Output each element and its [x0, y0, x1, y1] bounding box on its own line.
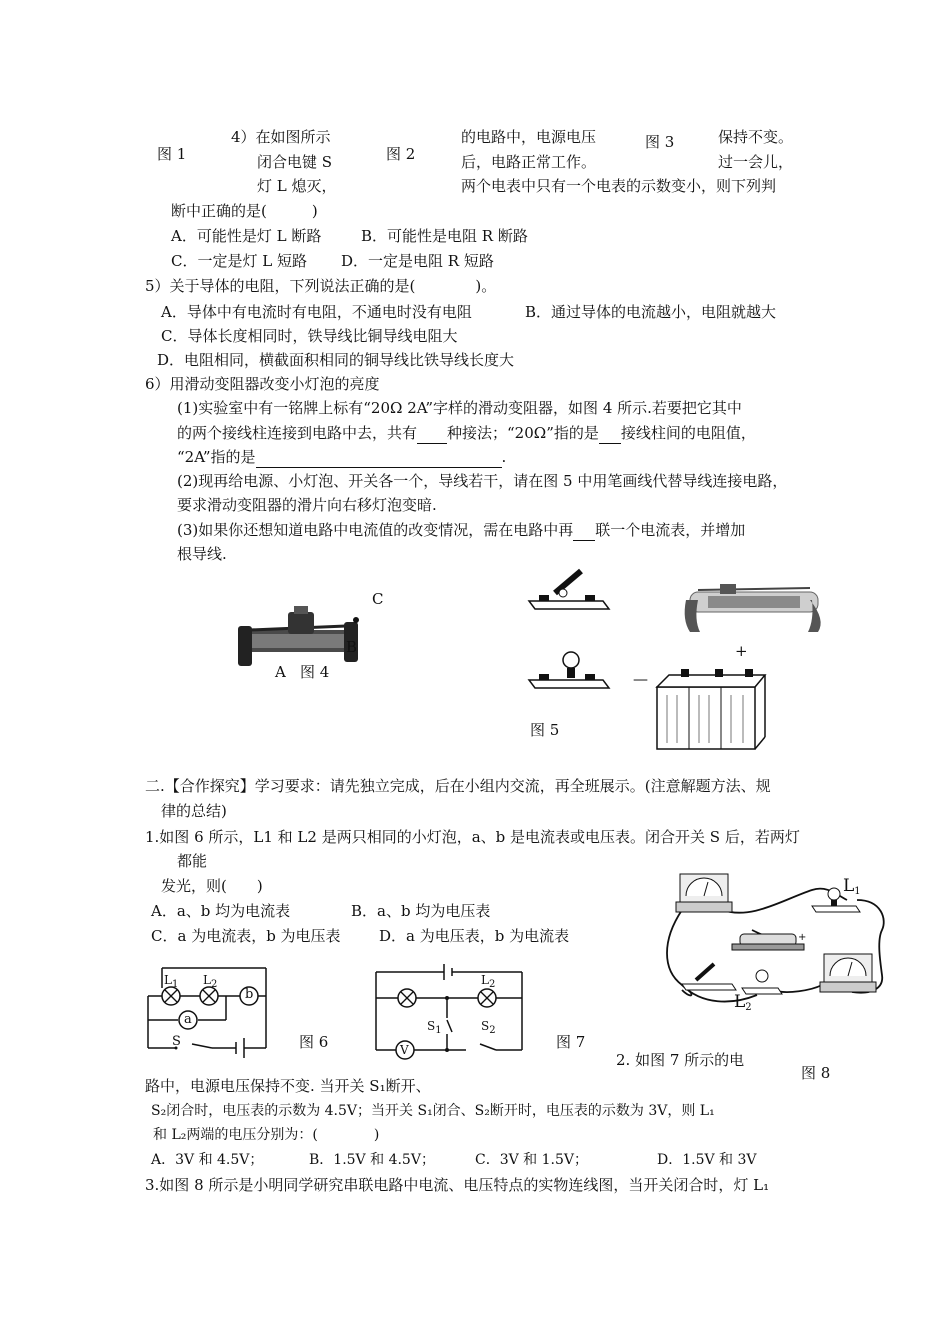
p2-line0: 2. 如图 7 所示的电: [616, 1051, 745, 1069]
fig8-l1-label: $L_1$: [843, 876, 861, 897]
p2-line2: S₂闭合时，电压表的示数为 4.5V；当开关 S₁闭合、S₂断开时，电压表的示数为 3V，则 L₁: [151, 1103, 715, 1119]
svg-text:+: +: [798, 932, 807, 943]
fig6-s-label: S: [172, 1034, 181, 1049]
q6-part1-line1: (1)实验室中有一铭牌上标有“20Ω 2A”字样的滑动变阻器，如图 4 所示.若要把它其中: [177, 399, 742, 417]
p1-option-b: B．a、b 均为电压表: [351, 902, 491, 920]
p3-line1: 3.如图 8 所示是小明同学研究串联电路中电流、电压特点的实物连线图，当开关闭合时，灯 L₁: [145, 1176, 770, 1194]
p1-option-d: D．a 为电压表，b 为电流表: [379, 927, 570, 945]
fig8-l2-label: $L_2$: [734, 992, 752, 1013]
fig1-label: 图 1: [157, 145, 187, 163]
fig3-label: 图 3: [645, 133, 675, 151]
p1-line3: 发光，则( ): [161, 877, 263, 895]
q5-option-a: A．导体中有电流时有电阻，不通电时没有电阻: [161, 303, 472, 321]
q4-col1-line2: 闭合电键 S: [257, 153, 333, 171]
fig6-l2-label: $L_2$: [203, 973, 218, 990]
fig5-battery-image: [655, 665, 765, 751]
fig6-a-label: a: [184, 1012, 192, 1027]
fig2-label: 图 2: [386, 145, 416, 163]
p2-option-c: C．3V 和 1.5V；: [475, 1152, 589, 1168]
p2-option-b: B．1.5V 和 4.5V；: [309, 1152, 435, 1168]
q6-stem: 6）用滑动变阻器改变小灯泡的亮度: [145, 375, 380, 393]
q5-option-b: B．通过导体的电流越小，电阻就越大: [525, 303, 777, 321]
q5-option-c: C．导体长度相同时，铁导线比铜导线电阻大: [161, 327, 458, 345]
section2-line2: 律的总结): [161, 802, 227, 820]
q4-option-b: B．可能性是电阻 R 断路: [361, 227, 528, 245]
q5-stem: 5）关于导体的电阻，下列说法正确的是( )。: [145, 277, 497, 295]
q6-part2-line1: (2)现再给电源、小灯泡、开关各一个，导线若干，请在图 5 中用笔画线代替导线连接电路，: [177, 472, 788, 490]
q4-col2-line1: 的电路中，电源电压: [461, 128, 597, 146]
q4-col2-line2: 后，电路正常工作。: [461, 153, 597, 171]
q6-part3-line1: (3)如果你还想知道电路中电流值的改变情况，需在电路中再 联一个电流表，并增加: [177, 521, 746, 539]
p2-option-d: D．1.5V 和 3V: [657, 1152, 757, 1168]
q5-option-d: D．电阻相同，横截面积相同的铜导线比铁导线长度大: [157, 351, 515, 369]
q4-option-d: D．一定是电阻 R 短路: [341, 252, 494, 270]
q4-col1-line1: 4）在如图所示: [231, 128, 331, 146]
q6-part1-line3: “2A”指的是 .: [177, 448, 507, 466]
fig4-label: 图 4: [300, 663, 330, 681]
q4-col3-line2: 过一会儿，: [718, 153, 794, 171]
q6-part2-line2: 要求滑动变阻器的滑片向右移灯泡变暗.: [177, 496, 437, 514]
p2-option-a: A．3V 和 4.5V；: [151, 1152, 264, 1168]
p2-line1: 路中，电源电压保持不变. 当开关 S₁断开、: [145, 1077, 431, 1095]
fig7-v-label: V: [400, 1043, 409, 1057]
p2-line3: 和 L₂两端的电压分别为：( ): [153, 1127, 380, 1143]
fig5-switch-image: [525, 565, 610, 615]
q4-col2-line3: 两个电表中只有一个电表的示数变小，则下列判: [461, 177, 777, 195]
p1-option-c: C．a 为电流表，b 为电压表: [151, 927, 341, 945]
q4-line4: 断中正确的是( ): [171, 202, 318, 220]
fig5-battery-minus: —: [633, 670, 648, 688]
fig5-battery-plus: +: [735, 642, 748, 660]
section2-line1: 二.【合作探究】学习要求：请先独立完成，后在小组内交流，再全班展示。(注意解题方法、规: [145, 777, 771, 795]
fig5-bulb-image: [525, 650, 610, 695]
fig6-b-label: b: [245, 987, 254, 1002]
fig4-label-a: A: [275, 663, 286, 681]
fig7-s1-label: $S_1$: [427, 1019, 442, 1036]
p1-line2: 都能: [177, 852, 208, 870]
q6-part3-line2: 根导线.: [177, 545, 227, 563]
fig6-label: 图 6: [299, 1033, 329, 1051]
fig7-s2-label: $S_2$: [481, 1019, 496, 1036]
q6-part1-line2: 的两个接线柱连接到电路中去，共有 种接法；“20Ω”指的是 接线柱间的电阻值，: [177, 424, 756, 442]
fig7-label: 图 7: [556, 1033, 586, 1051]
q4-option-c: C．一定是灯 L 短路: [171, 252, 307, 270]
fig4-label-c: C: [372, 590, 384, 608]
fig5-label: 图 5: [530, 721, 560, 739]
p1-line1: 1.如图 6 所示，L1 和 L2 是两只相同的小灯泡，a、b 是电流表或电压表。闭合开关 S 后，若两灯: [145, 828, 800, 846]
q4-col1-line3: 灯 L 熄灭，: [257, 177, 337, 195]
fig6-l1-label: $L_1$: [164, 973, 179, 990]
fig7-circuit: [368, 962, 528, 1062]
p1-option-a: A．a、b 均为电流表: [151, 902, 291, 920]
fig8-label: 图 8: [801, 1064, 831, 1082]
q4-col3-line1: 保持不变。: [718, 128, 794, 146]
fig5-rheostat-image: [680, 580, 830, 640]
fig7-l2-label: $L_2$: [481, 973, 496, 990]
q4-option-a: A．可能性是灯 L 断路: [171, 227, 322, 245]
fig4-label-b: B: [346, 638, 358, 656]
